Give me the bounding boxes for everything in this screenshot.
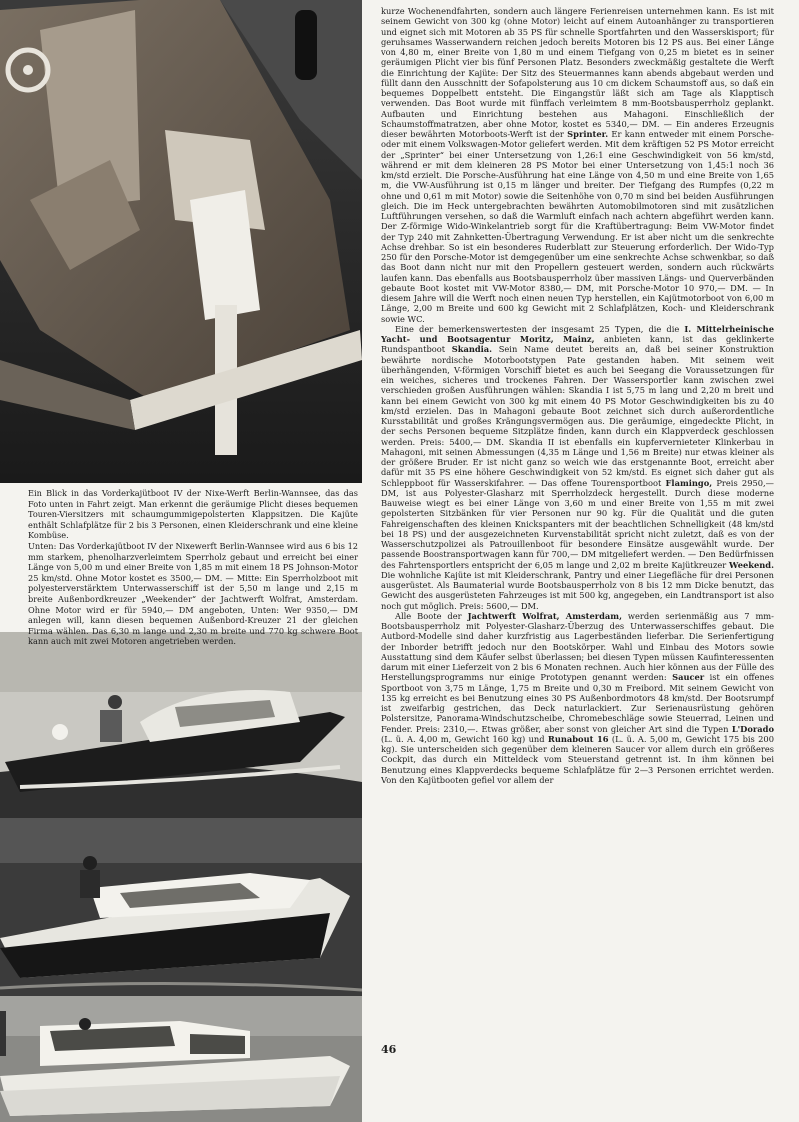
page-number: 46	[381, 1043, 397, 1056]
photo-cabin-boat-cockpit	[0, 0, 362, 483]
article-body	[381, 6, 774, 1036]
caption-paragraph-2: Unten: Das Vorderkajütboot IV der Nixewerft Berlin-Wannsee wird aus 6 bis 12 mm starkem, phenolharzverleimtem Sperrholz gebaut und erreicht bei einer Länge von 5,00 m und einer Breite von 1,85 m mit einem 18 PS Johnson-Motor 25 km/std. Ohne Motor kostet es 3500,— DM. — Mitte: Ein Sperrholzboot mit polyesterverstärktem Unterwasserschiff ist der 5,50 m lange und 2,15 m breite Außenbordkreuzer „Weekender“ der Jachtwerft Wolfrat, Amsterdam. Ohne Motor wird er für 5940,— DM angeboten, Unten: Wer 9350,— DM anlegen will, kann diesen bequemen Außenbord-Kreuzer 21 der gleichen Firma wählen. Das 6,30 m lange und 2,30 m breite und 770 kg schwere Boot kann auch mit zwei Motoren angetrieben werden.	[28, 540, 358, 647]
article-paragraph-2: Eine der bemerkenswertesten der insgesamt 25 Typen, die die I. Mittelrheinische Yacht- und Bootsagentur Moritz, Mainz, anbieten kann, ist das geklinkerte Rundspantboot Skandia. Sein Name deutet bereits an, daß bei seiner Konstruktion bewährte nordische Motorbootstypen Pate gestanden haben. Mit seinem weit überhängenden, V-förmigen Vorschiff bietet es auch bei Seegang die Voraussetzungen für ein weiches, sicheres und trockenes Fahren. Der Wassersportler kann zwischen zwei verschieden großen Ausführungen wählen: Skandia I ist 5,75 m lang und 2,20 m breit und kann bei einem Gewicht von 300 kg mit einem 40 PS Motor Geschwindigkeiten bis zu 40 km/std erzielen. Das in Mahagoni gebaute Boot zeichnet sich durch außerordentliche Kursstabilität und großes Krängungsvermögen aus. Die geräumige, eingedeckte Plicht, in der sechs Personen bequeme Sitzplätze finden, kann durch ein Klappverdeck geschlossen werden. Preis: 5400,— DM. Skandia II ist ebenfalls ein kupfervernieteter Klinkerbau in Mahagoni, mit seinen Abmessungen (4,35 m Länge und 1,56 m Breite) nur etwas kleiner als der größere Bruder. Er ist nicht ganz so weich wie das erstgenannte Boot, erreicht aber dafür mit 35 PS eine höhere Geschwindigkeit von 52 km/std. Es eignet sich daher gut als Schleppboot für Wasserskifahrer. — Das offene Tourensportboot Flamingo, Preis 2950,— DM, ist aus Polyester-Glasharz mit Sperrholzdeck hergestellt. Durch diese moderne Bauweise wiegt es bei einer Länge von 3,60 m und einer Breite von 1,55 m mit zwei gepolsterten Sitzbänken für vier Personen nur 90 kg. Für die Qualität und die guten Fahreigenschaften des kleinen Knickspanters mit der beachtlichen Schnelligkeit (48 km/std bei 18 PS) und der ausgezeichneten Kurvenstabilität spricht nicht zuletzt, daß es von der Wasserschutzpolizei als Patrouillenboot für besondere Einsätze ausgewählt wurde. Der passende Boostransportwagen kann für 700,— DM mitgeliefert werden. — Den Bedürfnissen des Fahrtensportlers entspricht der 6,05 m lange und 2,02 m breite Kajütkreuzer Weekend. Die wohnliche Kajüte ist mit Kleiderschrank, Pantry und einer Liegefläche für drei Personen ausgerüstet. Als Baumaterial wurde Bootsbausperrholz von 8 bis 12 mm Dicke benutzt, das Gewicht des ausgerüsteten Fahrzeuges ist mit 500 kg, angegeben, ein Landtransport ist also noch gut möglich. Preis: 5600,— DM.	[381, 323, 774, 611]
caption-paragraph-1: Ein Blick in das Vorderkajütboot IV der Nixe-Werft Berlin-Wannsee, das das Foto unten in Fahrt zeigt. Man erkennt die geräumige Plicht dieses bequemen Touren-Viersitzers mit schaumgummigepolsterten Klappsitzen. Die Kajüte enthält Schlafplätze für 2 bis 3 Personen, einen Kleiderschrank und eine kleine Kombüse.	[28, 488, 358, 541]
photo-kreuzer-21	[0, 996, 362, 1122]
photo-bow-cabin-boat-underway	[0, 632, 362, 818]
photo-weekender-cruiser	[0, 818, 362, 996]
article-paragraph-1: kurze Wochenendfahrten, sondern auch längere Ferienreisen unternehmen kann. Es ist mit seinem Gewicht von 300 kg (ohne Motor) leicht auf einem Autoanhänger zu transportieren und eignet sich mit Motoren ab 35 PS für schnelle Sportfahrten und den Wasserskisport; für geruhsames Wasserwandern reichen jedoch bereits Motoren bis 12 PS aus. Bei einer Länge von 4,80 m, einer Breite von 1,80 m und einem Tiefgang von 0,25 m bietet es in seiner geräumigen Plicht vier bis fünf Personen Platz. Besonders zweckmäßig gestaltete die Werft die Einrichtung der Kajüte: Der Sitz des Steuermannes kann abends abgebaut werden und füllt dann den Ausschnitt der Sofapolsterung aus 10 cm dickem Schaumstoff aus, so daß ein bequemes Doppelbett entsteht. Die Eingangstür läßt sich am Tage als Klapptisch verwenden. Das Boot wurde mit fünffach verleimtem 8 mm-Bootsbausperrholz geplankt. Aufbauten und Einrichtung bestehen aus Mahagoni. Einschließlich der Schaumstoffmatratzen, aber ohne Motor, kostet es 5340,— DM. — Ein anderes Erzeugnis dieser bewährten Motorboots-Werft ist der Sprinter. Er kann entweder mit einem Porsche- oder mit einem Volkswagen-Motor geliefert werden. Mit dem kräftigen 52 PS Motor erreicht der „Sprinter“ bei einer Untersetzung von 1,26:1 eine Geschwindigkeit von 56 km/std, während er mit dem kleineren 28 PS Motor bei einer Untersetzung von 1,45:1 noch 36 km/std erzielt. Die Porsche-Ausführung hat eine Länge von 4,50 m und eine Breite von 1,65 m, die VW-Ausführung ist 0,15 m länger und breiter. Der Tiefgang des Rumpfes (0,22 m ohne und 0,61 m mit Motor) sowie die Seitenhöhe von 0,70 m sind bei beiden Ausführungen gleich. Die im Heck untergebrachten bewährten Automobilmotoren sind mit zusätzlichen Luftführungen versehen, so daß die Warmluft einfach nach achtern abgeführt werden kann. Der Z-förmige Wido-Winkelantrieb sorgt für die Kraftübertragung: Beim VW-Motor findet der Typ 240 mit Zahnketten-Übertragung Verwendung. Er ist aber nicht um die senkrechte Achse drehbar. So ist ein besonderes Ruderblatt zur Steuerung erforderlich. Der Wido-Typ 250 für den Porsche-Motor ist demgegenüber um eine senkrechte Achse schwenkbar, so daß das Boot dann nicht nur mit den Propellern gesteuert werden, sondern auch rückwärts laufen kann. Das ebenfalls aus Bootsbausperrholz über massiven Längs- und Querverbänden gebaute Boot kostet mit VW-Motor 8380,— DM, mit Porsche-Motor 10 970,— DM. — In diesem Jahre will die Werft noch einen neuen Typ herstellen, ein Kajütmotorboot von 6,00 m Länge, 2,00 m Breite und 600 kg Gewicht mit 2 Schlafplätzen, Koch- und Kleiderschrank sowie WC.	[381, 6, 774, 324]
article-paragraph-3: Alle Boote der Jachtwerft Wolfrat, Amsterdam, werden serienmäßig aus 7 mm-Bootsbausperrholz mit Polyester-Glasharz-Überzug des Unterwasserschiffes gebaut. Die Autbord-Modelle sind daher kurzfristig aus Lagerbeständen lieferbar. Die Serienfertigung der Inborder betrifft jedoch nur den Bootskörper. Wahl und Einbau des Motors sowie Ausstattung sind dem Käufer selbst überlassen; bei diesen Typen müssen Kaufinteressenten darum mit einer Lieferzeit von 2 bis 6 Monaten rechnen. Auch hier können aus der Fülle des Herstellungsprogramms nur einige Prototypen genannt werden: Saucer ist ein offenes Sportboot von 3,75 m Länge, 1,75 m Breite und 0,30 m Freibord. Mit seinem Gewicht von 135 kg erreicht es bei Benutzung eines 30 PS Außenbordmotors 48 km/std. Der Bootsrumpf ist zweifarbig gestrichen, das Deck naturlackiert. Zur Serienausrüstung gehören Polstersitze, Panorama-Windschutzscheibe, Chromebeschläge sowie Steuerrad, Leinen und Fender. Preis: 2310,—. Etwas größer, aber sonst von gleicher Art sind die Typen L'Dorado (L. ü. A. 4,00 m, Gewicht 160 kg) und Runabout 16 (L. ü. A. 5,00 m, Gewicht 175 bis 200 kg). Sie unterscheiden sich gegenüber dem kleineren Saucer vor allem durch ein größeres Cockpit, das durch ein Mitteldeck vom Steuerstand getrennt ist. In ihm können bei Benutzung eines Klappverdecks bequeme Schlafplätze für 2—3 Personen errichtet werden. Von den Kajütbooten gefiel vor allem der	[381, 610, 774, 785]
photo-caption	[28, 488, 358, 647]
